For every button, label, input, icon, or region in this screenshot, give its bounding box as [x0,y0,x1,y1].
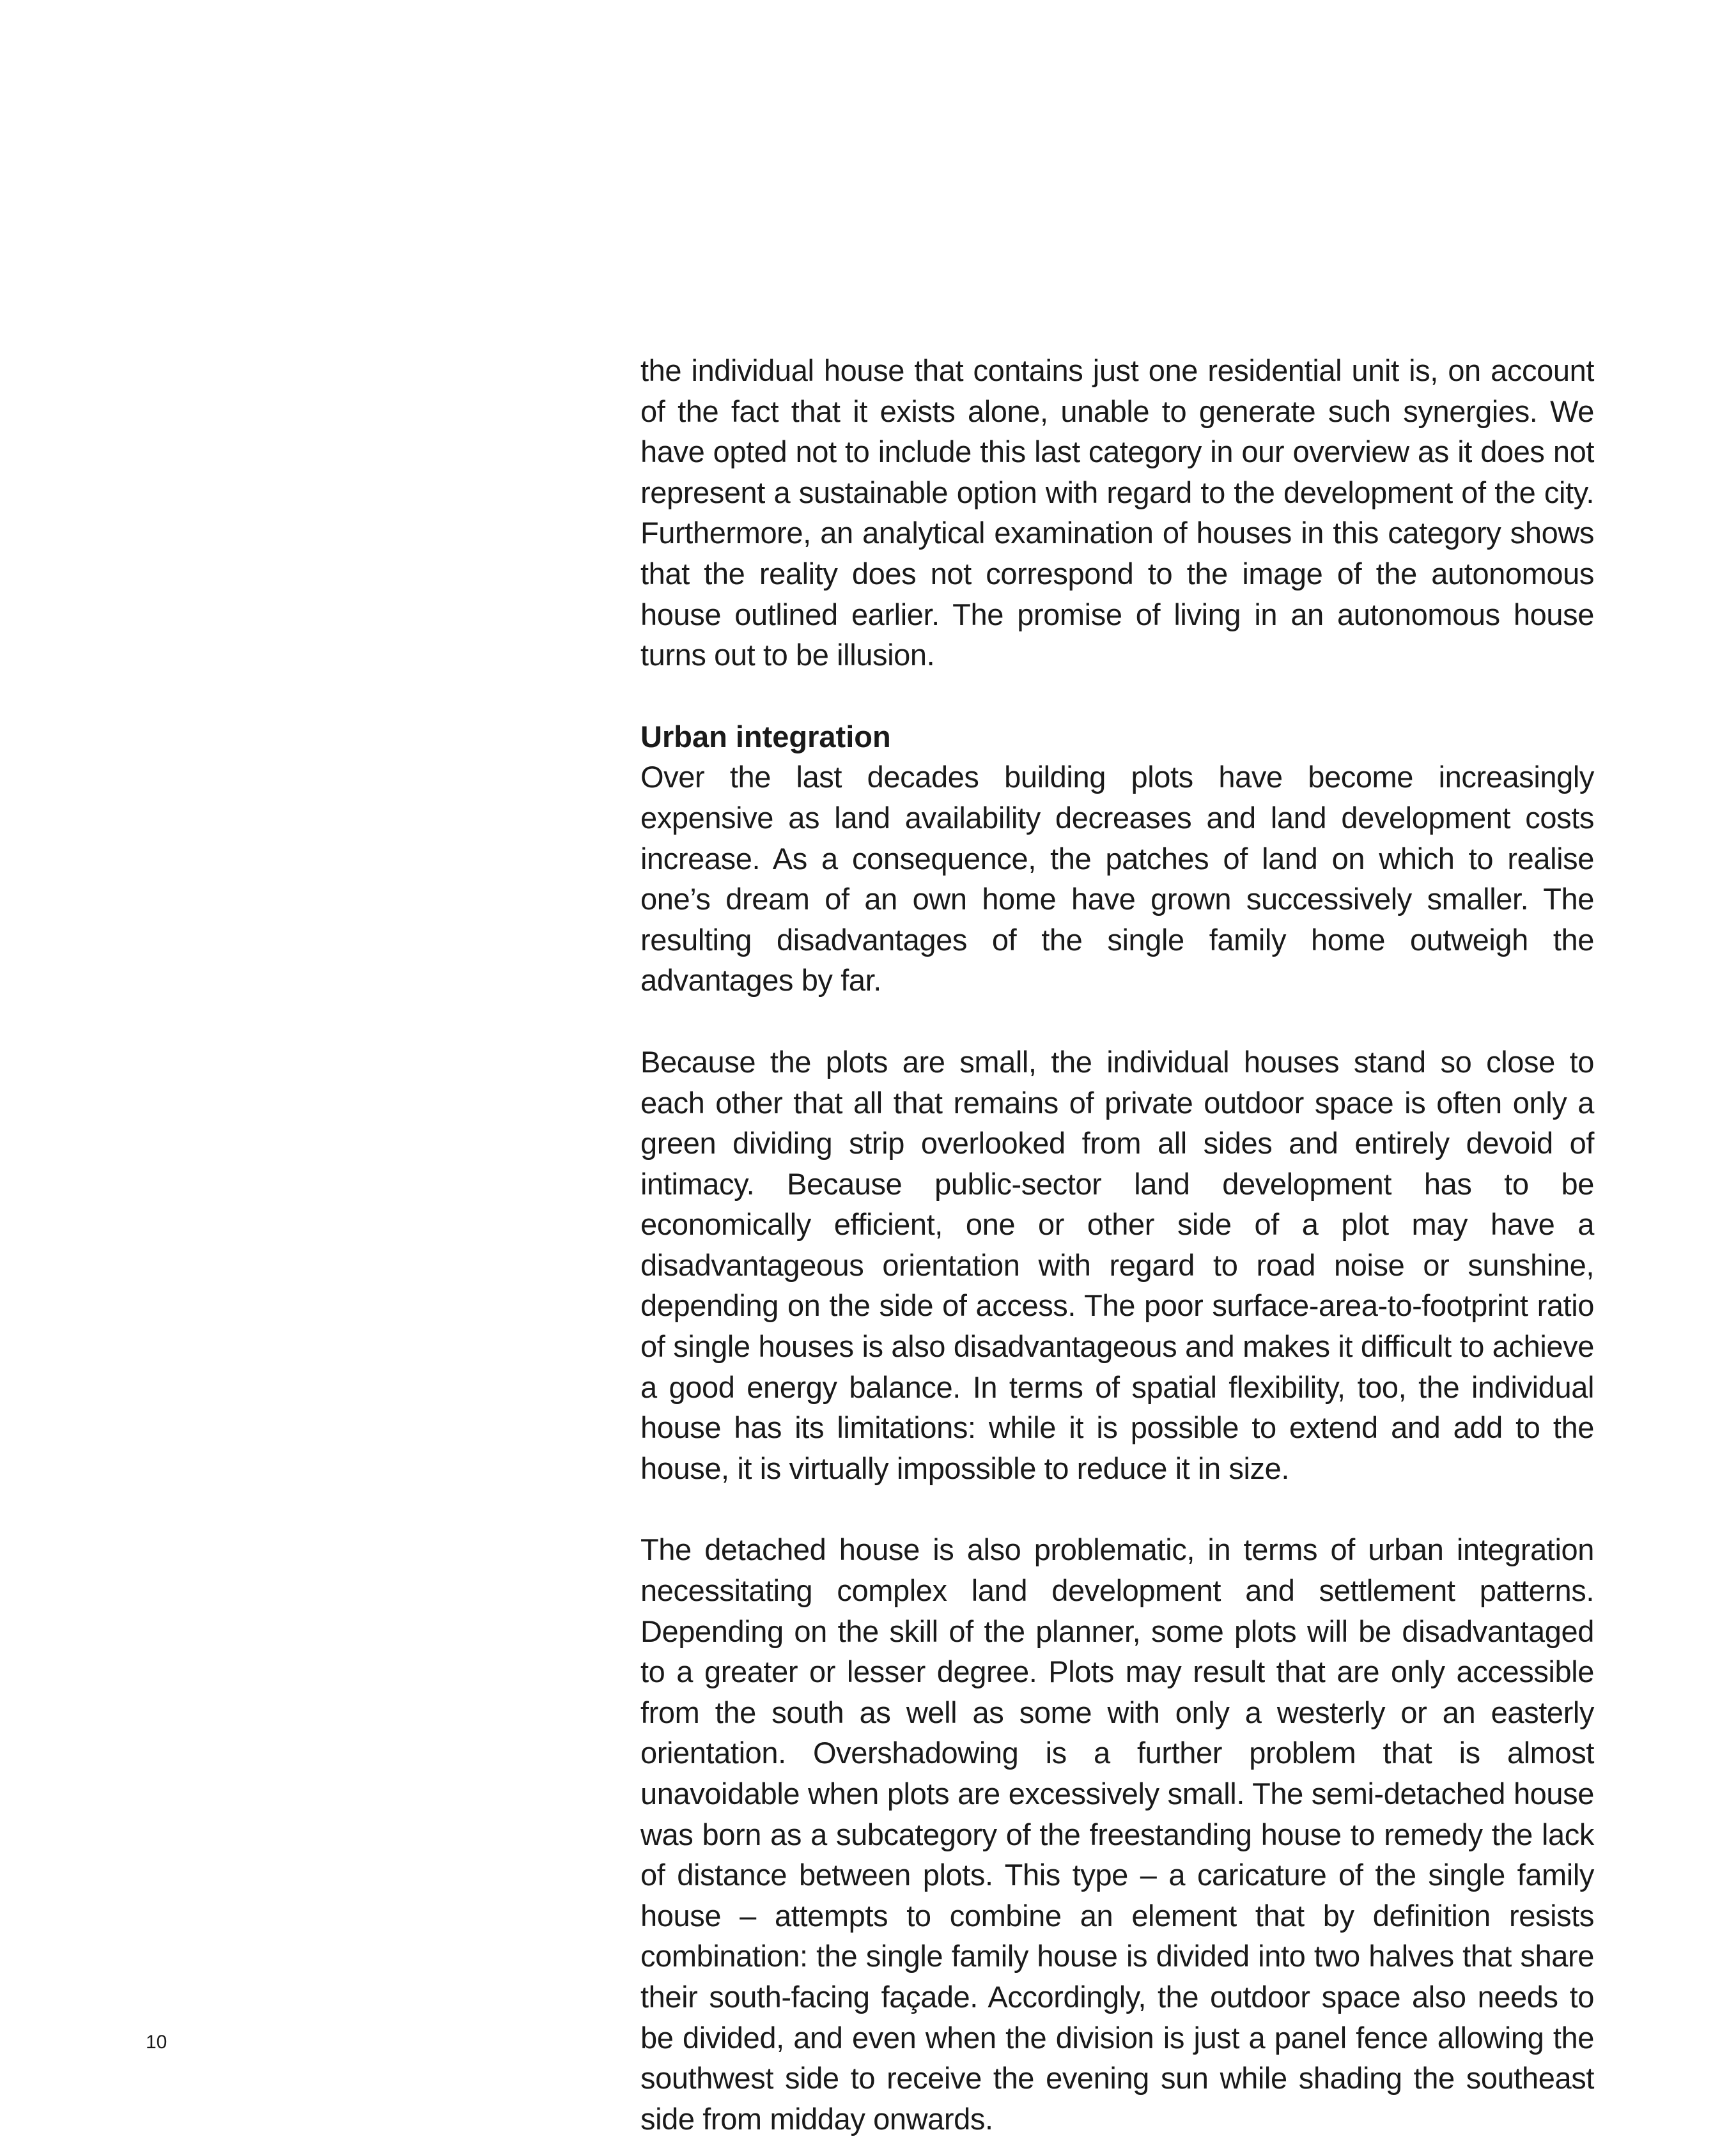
section-heading: Urban integration [640,719,891,753]
paragraph-plot-costs: Over the last decades building plots have become increasingly expensive as land availability decreases and land development costs increase. As a consequence, the patches of land on which to realise one’s dream of an own home have grown successively smaller. The resulting disadvantages of the single family home outweigh the advantages by far. [640,760,1594,998]
intro-paragraph: the individual house that contains just one residential unit is, on account of the fact that it exists alone, unable to generate such synergies. We have opted not to include this last category in our overview as it does not represent a sustainable option with regard to the development of the city. Furthermore, an analytical examination of houses in this category shows that the reality does not correspond to the image of the autonomous house outlined earlier. The promise of living in an autonomous house turns out to be illusion. [640,353,1594,672]
paragraph-small-plots: Because the plots are small, the individual houses stand so close to each other that all that remains of private outdoor space is often only a green dividing strip overlooked from all sides and entirely devoid of intimacy. Because public-sector land development has to be economically efficient, one or other side of a plot may have a disadvantageous orientation with regard to road noise or sunshine, depending on the side of access. The poor surface-area-to-footprint ratio of single houses is also disadvantageous and makes it difficult to achieve a good energy balance. In terms of spatial flexibility, too, the individual house has its limitations: while it is possible to extend and add to the house, it is virtually impossible to reduce it in size. [640,1044,1594,1485]
page-number: 10 [146,2032,167,2053]
body-text-column [640,350,1594,2139]
paragraph-detached-house: The detached house is also problematic, in terms of urban integration necessitating complex land development and settlement patterns. Depending on the skill of the planner, some plots will be disadvantaged to a greater or lesser degree. Plots may result that are only accessible from the south as well as some with only a westerly or an easterly orientation. Overshadowing is a further problem that is almost unavoidable when plots are excessively small. The semi-detached house was born as a subcategory of the freestanding house to remedy the lack of distance between plots. This type – a caricature of the single family house – attempts to combine an element that by definition resists combination: the single family house is divided into two halves that share their south-facing façade. Accordingly, the outdoor space also needs to be divided, and even when the division is just a panel fence allowing the southwest side to receive the evening sun while shading the southeast side from midday onwards. [640,1533,1594,2136]
